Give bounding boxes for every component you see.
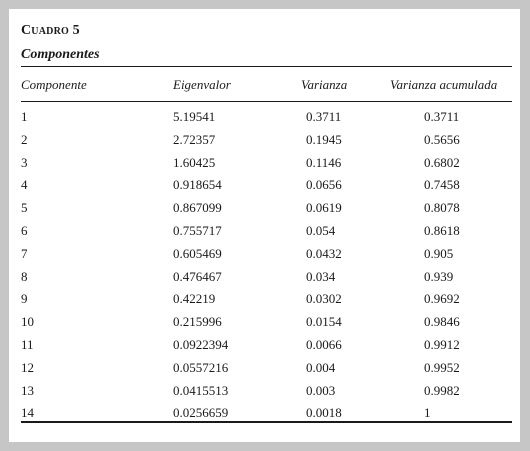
table-caption: Cuadro 5 — [21, 23, 80, 38]
table-panel — [9, 9, 520, 442]
cell-varianza-acumulada: 0.8618 — [424, 222, 460, 238]
cell-varianza: 0.0302 — [306, 291, 342, 307]
header-rule — [21, 101, 512, 102]
cell-varianza: 0.1945 — [306, 131, 342, 147]
header-varianza: Varianza — [301, 77, 348, 92]
cell-varianza: 0.004 — [306, 359, 336, 375]
cell-eigenvalor: 2.72357 — [173, 131, 216, 147]
cell-varianza-acumulada: 0.939 — [424, 268, 454, 284]
cell-eigenvalor: 0.215996 — [173, 314, 222, 330]
top-rule — [21, 66, 512, 67]
cell-componente: 11 — [21, 336, 34, 352]
table-body — [21, 105, 512, 424]
cell-eigenvalor: 0.0415513 — [173, 382, 229, 398]
cell-varianza-acumulada: 0.7458 — [424, 177, 460, 193]
cell-eigenvalor: 0.918654 — [173, 177, 222, 193]
cell-componente: 7 — [21, 245, 28, 261]
cell-varianza-acumulada: 0.9982 — [424, 382, 460, 398]
cell-varianza: 0.0018 — [306, 405, 342, 421]
cell-varianza: 0.0432 — [306, 245, 342, 261]
cell-varianza-acumulada: 0.9952 — [424, 359, 460, 375]
cell-varianza-acumulada: 0.6802 — [424, 154, 460, 170]
cell-varianza: 0.0154 — [306, 314, 342, 330]
cell-eigenvalor: 1.60425 — [173, 154, 216, 170]
cell-varianza: 0.0656 — [306, 177, 342, 193]
cell-varianza-acumulada: 0.905 — [424, 245, 454, 261]
table-row — [21, 333, 512, 356]
cell-varianza-acumulada: 1 — [424, 405, 431, 421]
table-row — [21, 219, 512, 242]
table-row — [21, 128, 512, 151]
cell-varianza: 0.034 — [306, 268, 336, 284]
cell-componente: 1 — [21, 109, 28, 124]
cell-componente: 5 — [21, 200, 28, 216]
cell-varianza: 0.0619 — [306, 200, 342, 216]
cell-componente: 3 — [21, 154, 28, 170]
bottom-rule — [21, 421, 512, 423]
cell-varianza: 0.054 — [306, 222, 336, 238]
cell-varianza: 0.1146 — [306, 154, 342, 170]
cell-varianza: 0.003 — [306, 382, 336, 398]
table-subtitle: Componentes — [21, 47, 100, 62]
table-row — [21, 287, 512, 310]
cell-componente: 8 — [21, 268, 28, 284]
cell-varianza-acumulada: 0.8078 — [424, 200, 460, 216]
cell-componente: 12 — [21, 359, 34, 375]
cell-varianza-acumulada: 0.9846 — [424, 314, 460, 330]
cell-varianza: 0.0066 — [306, 336, 342, 352]
cell-eigenvalor: 0.755717 — [173, 222, 222, 238]
table-row — [21, 310, 512, 333]
cell-componente: 4 — [21, 177, 28, 193]
cell-eigenvalor: 0.0557216 — [173, 359, 229, 375]
cell-componente: 9 — [21, 291, 28, 307]
cell-varianza-acumulada: 0.5656 — [424, 131, 460, 147]
cell-componente: 6 — [21, 222, 28, 238]
cell-componente: 14 — [21, 405, 34, 421]
header-componente: Componente — [21, 77, 87, 92]
cell-eigenvalor: 0.867099 — [173, 200, 222, 216]
header-varianza-acumulada: Varianza acumulada — [390, 77, 498, 92]
cell-varianza-acumulada: 0.9692 — [424, 291, 460, 307]
cell-eigenvalor: 5.19541 — [173, 109, 216, 124]
cell-varianza: 0.3711 — [306, 109, 342, 124]
table-row — [21, 196, 512, 219]
cell-varianza-acumulada: 0.9912 — [424, 336, 460, 352]
table-row — [21, 151, 512, 174]
table-row — [21, 379, 512, 402]
cell-varianza-acumulada: 0.3711 — [424, 109, 460, 124]
cell-eigenvalor: 0.0922394 — [173, 336, 229, 352]
table-row — [21, 265, 512, 288]
cell-eigenvalor: 0.605469 — [173, 245, 222, 261]
table-row — [21, 105, 512, 128]
cell-componente: 10 — [21, 314, 34, 330]
header-eigenvalor: Eigenvalor — [173, 77, 231, 92]
table-row — [21, 356, 512, 379]
cell-componente: 2 — [21, 131, 28, 147]
table-row — [21, 173, 512, 196]
cell-eigenvalor: 0.476467 — [173, 268, 222, 284]
cell-eigenvalor: 0.0256659 — [173, 405, 229, 421]
cell-componente: 13 — [21, 382, 34, 398]
cell-eigenvalor: 0.42219 — [173, 291, 216, 307]
table-row — [21, 242, 512, 265]
